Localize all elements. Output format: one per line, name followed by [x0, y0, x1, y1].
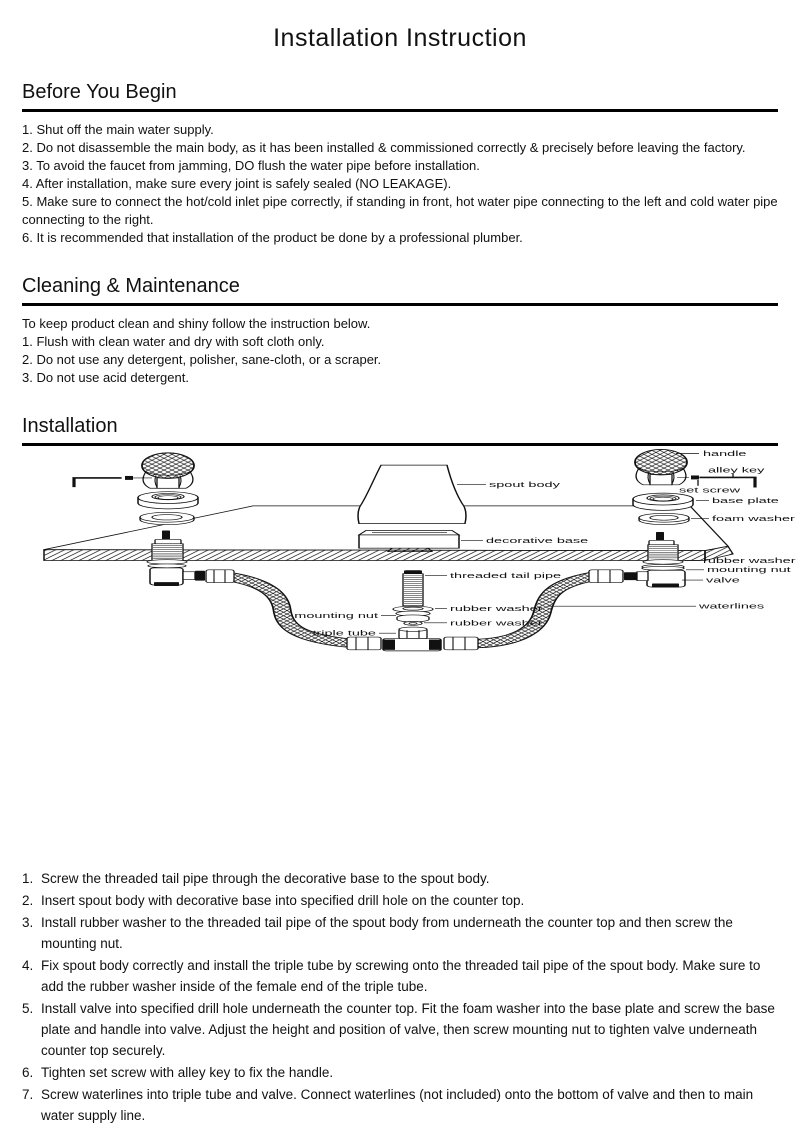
threaded-tail-pipe [403, 570, 423, 605]
label-mounting-nut-mid: mounting nut [294, 612, 379, 620]
installation-step [22, 1062, 778, 1083]
heading-rule [22, 303, 778, 306]
handle-knob [142, 453, 194, 479]
step-number: 1. [22, 871, 34, 886]
step-text: Insert spout body with decorative base into specified drill hole on the counter top. [41, 893, 525, 908]
label-set-screw: set screw [679, 487, 741, 495]
heading-rule [22, 109, 778, 112]
triple-tube [383, 627, 441, 651]
section-cleaning-maintenance [0, 275, 800, 387]
step-text: Screw waterlines into triple tube and valve. Connect waterlines (not included) onto the bottom of valve and then to main water supply line. [41, 1087, 754, 1123]
label-handle: handle [703, 450, 747, 458]
before-item: 3. To avoid the faucet from jamming, DO flush the water pipe before installation. [22, 158, 480, 173]
label-mounting-nut-right: mounting nut [707, 566, 791, 575]
step-number: 7. [22, 1087, 34, 1102]
installation-steps [22, 866, 778, 1126]
set-screw [691, 475, 699, 479]
rubber-washer-mid-1 [393, 606, 433, 616]
step-number: 2. [22, 893, 34, 908]
before-heading: Before You Begin [22, 81, 177, 103]
base-plate-left [138, 492, 198, 509]
label-rubber-washer-mid-1: rubber washer [450, 605, 543, 613]
label-triple-tube: triple tube [312, 630, 376, 638]
section-installation [0, 415, 800, 1126]
installation-step [22, 998, 778, 1061]
installation-step [22, 890, 778, 911]
spout-body [358, 465, 466, 523]
label-alley-key: alley key [708, 466, 765, 475]
mounting-nut-mid [397, 615, 429, 622]
before-item: 4. After installation, make sure every joint is safely sealed (NO LEAKAGE). [22, 176, 452, 191]
base-plate-right [633, 493, 693, 510]
label-valve: valve [705, 576, 740, 585]
before-item: 2. Do not disassemble the main body, as it has been installed & commissioned correctly & precisely before leaving the factory. [22, 140, 746, 155]
installation-step [22, 1084, 778, 1126]
set-screw-left [125, 476, 133, 480]
installation-step [22, 868, 778, 889]
cleaning-item: 3. Do not use acid detergent. [22, 370, 189, 385]
decorative-base [359, 530, 459, 548]
label-base-plate: base plate [712, 497, 779, 505]
before-item: 1. Shut off the main water supply. [22, 122, 214, 137]
installation-step [22, 912, 778, 954]
alley-key-left [74, 476, 152, 486]
label-rubber-washer-mid-2: rubber washer [450, 619, 543, 628]
foam-washer-left [140, 512, 194, 524]
step-number: 4. [22, 958, 34, 973]
label-waterlines: waterlines [699, 602, 765, 611]
label-rubber-washer-right: rubber washer [703, 557, 796, 565]
rubber-washer-right [643, 560, 683, 564]
cleaning-intro: To keep product clean and shiny follow the instruction below. [22, 316, 371, 331]
installation-step [22, 955, 778, 997]
before-list [22, 121, 778, 247]
cleaning-heading: Cleaning & Maintenance [22, 275, 240, 297]
before-item: 5. Make sure to connect the hot/cold inlet pipe correctly, if standing in front, hot water pipe connecting to the left and cold water pipe connecting to the right. [22, 194, 778, 227]
step-number: 3. [22, 915, 34, 930]
step-text: Install rubber washer to the threaded tail pipe of the spout body from underneath the counter top and then screw the mounting nut. [41, 915, 733, 951]
alley-key-right [677, 475, 755, 486]
label-spout-body: spout body [489, 481, 560, 489]
waterline-left [206, 570, 381, 650]
cleaning-list [22, 315, 778, 387]
label-foam-washer: foam washer [712, 515, 795, 524]
step-text: Install valve into specified drill hole underneath the counter top. Fit the foam washer into the base plate and screw the base plate and handle into valve. Adjust the height and position of valve, then screw mounting nut to tighten valve underneath counter top securely. [41, 1001, 775, 1058]
step-number: 6. [22, 1065, 34, 1080]
cleaning-item: 2. Do not use any detergent, polisher, sane-cloth, or a scraper. [22, 352, 382, 367]
label-decorative-base: decorative base [486, 537, 589, 545]
before-item: 6. It is recommended that installation of the product be done by a professional plumber. [22, 230, 523, 245]
rubber-washer-mid-2 [404, 621, 422, 625]
step-number: 5. [22, 1001, 34, 1016]
step-text: Fix spout body correctly and install the triple tube by screwing onto the threaded tail pipe of the spout body. Make sure to add the rubber washer inside of the female end of the triple tube. [41, 958, 761, 994]
cleaning-item: 1. Flush with clean water and dry with soft cloth only. [22, 334, 325, 349]
handle-right [635, 449, 687, 484]
section-before-you-begin [0, 81, 800, 247]
installation-heading: Installation [22, 415, 118, 437]
exploded-parts-diagram [0, 446, 800, 866]
page-title: Installation Instruction [273, 24, 527, 52]
step-text: Screw the threaded tail pipe through the decorative base to the spout body. [41, 871, 490, 886]
foam-washer-right [639, 513, 689, 524]
step-text: Tighten set screw with alley key to fix the handle. [41, 1065, 334, 1080]
label-threaded-tail-pipe: threaded tail pipe [450, 572, 562, 581]
handle-left [142, 453, 194, 488]
